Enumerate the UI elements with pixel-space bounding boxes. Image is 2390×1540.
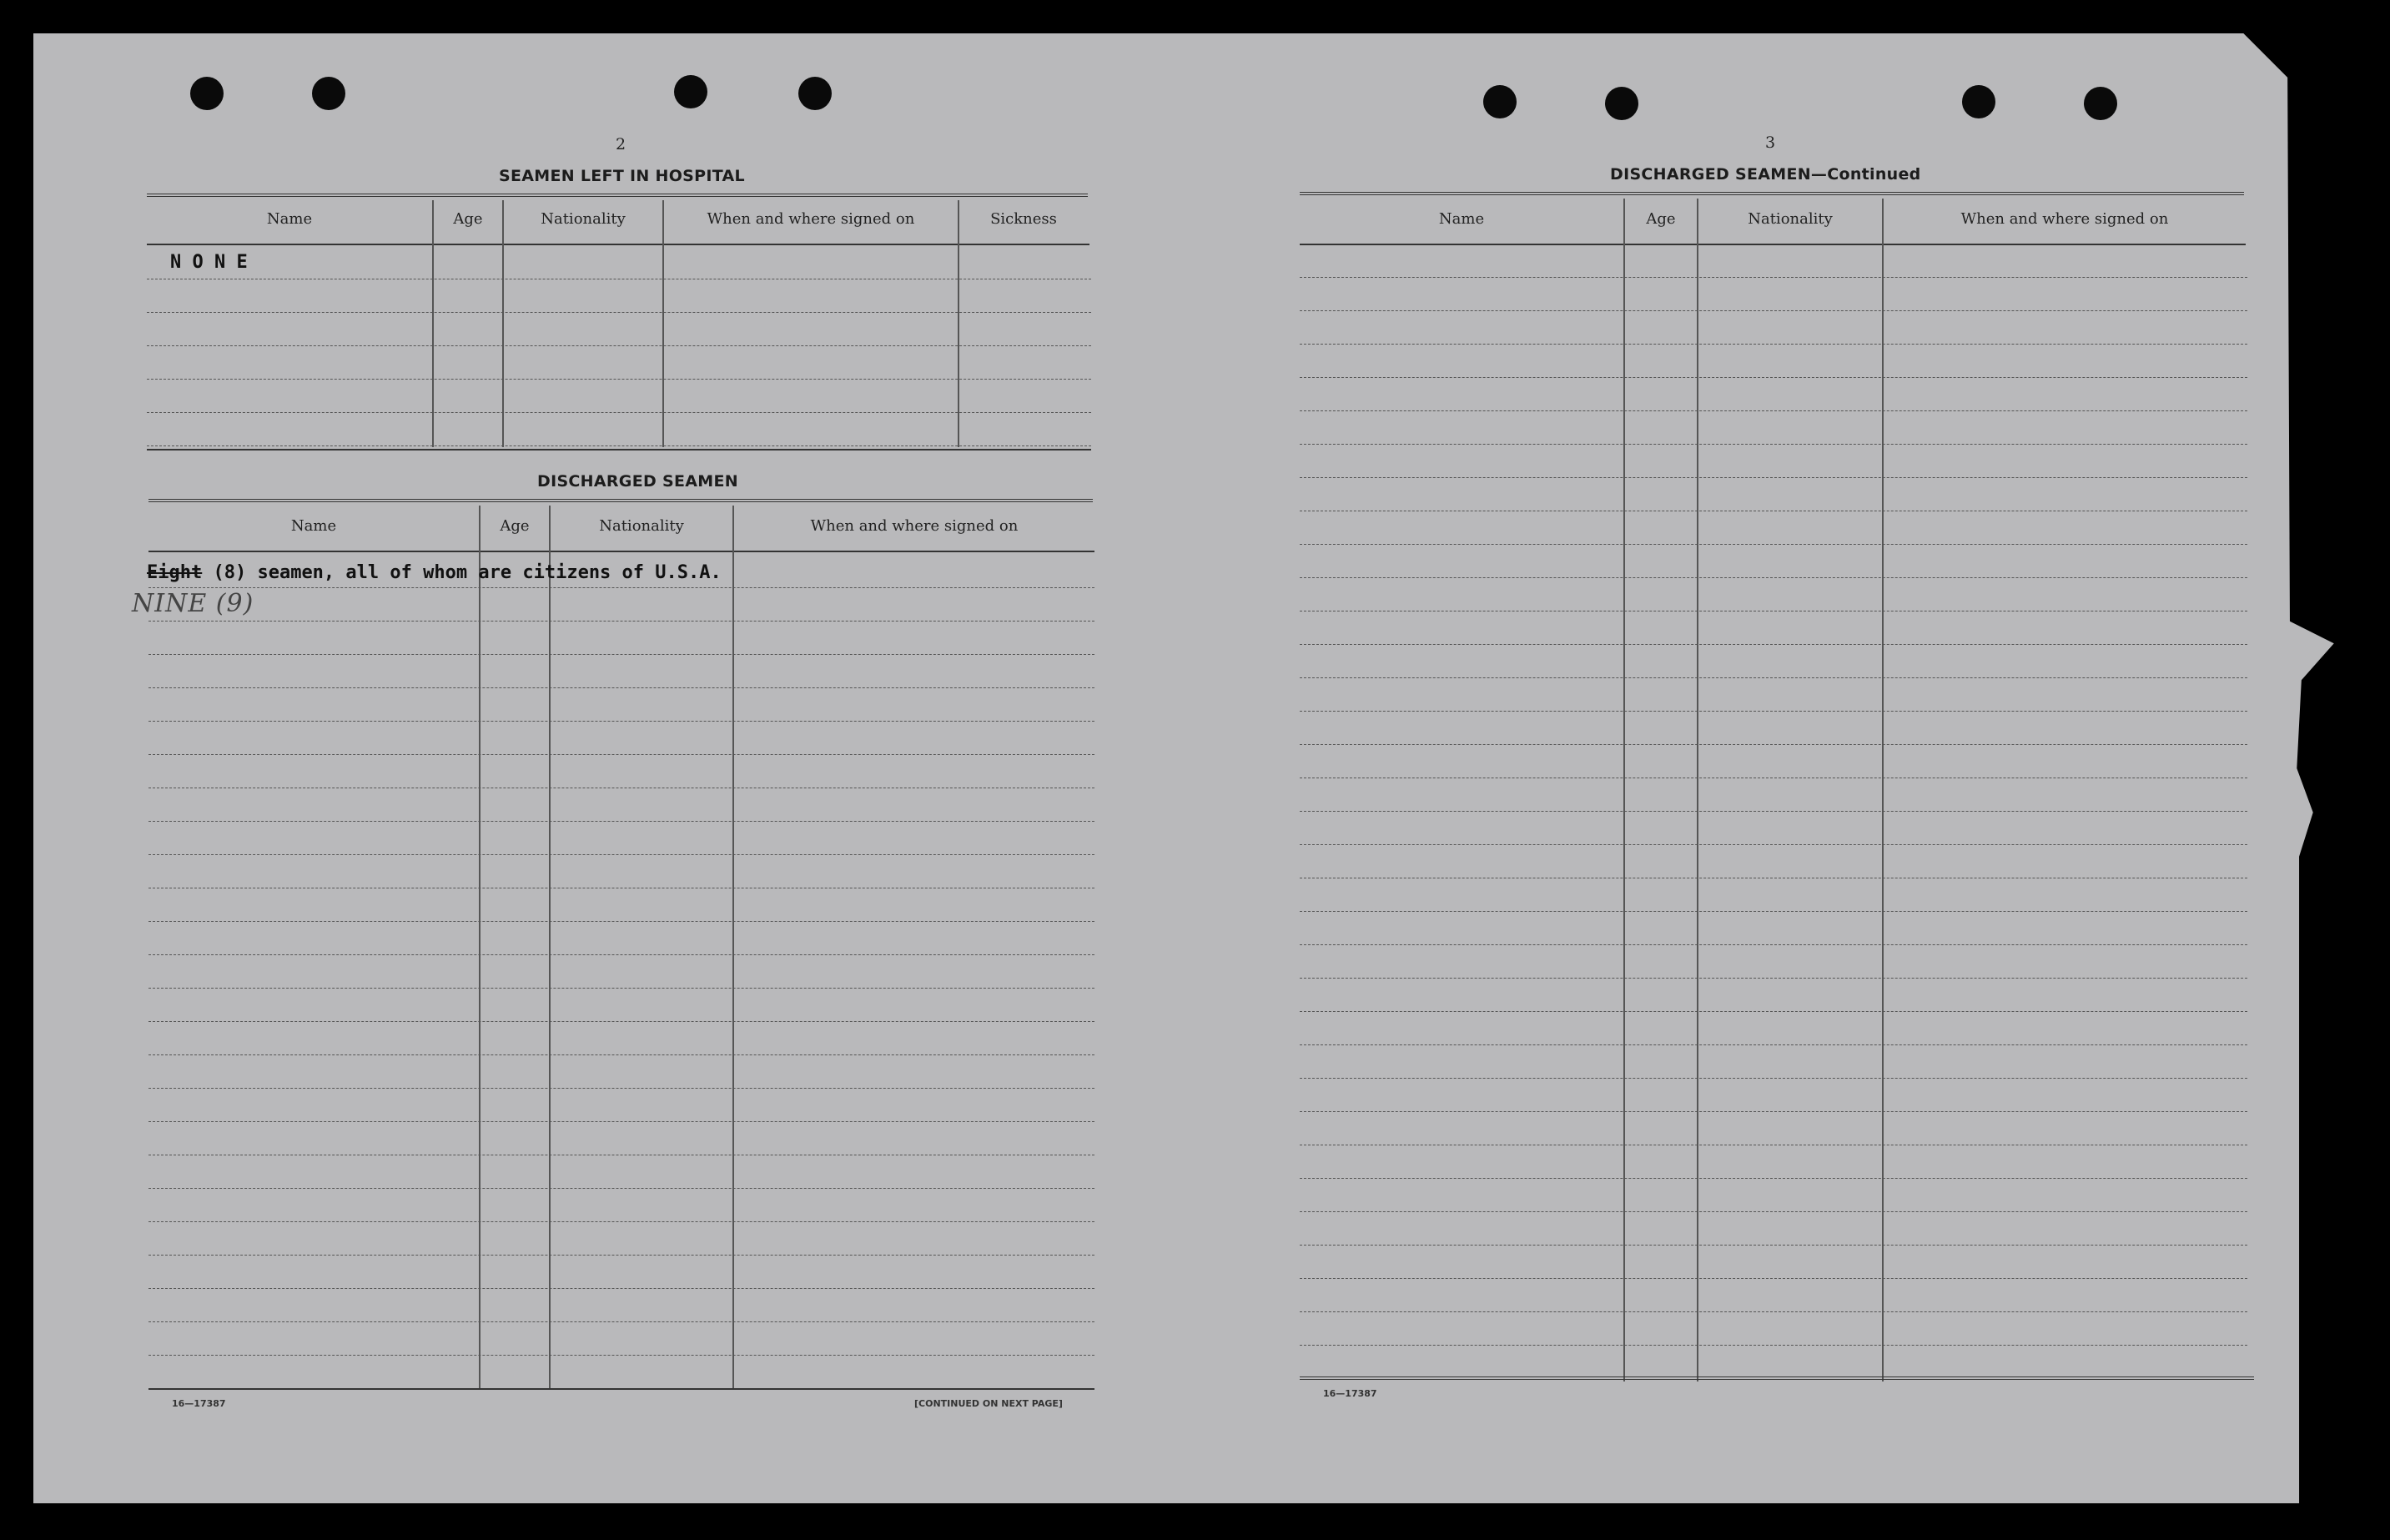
divider	[1300, 192, 2244, 195]
discharged-section-title: DISCHARGED SEAMEN	[537, 472, 738, 491]
hospital-section-title: SEAMEN LEFT IN HOSPITAL	[499, 167, 745, 185]
entry-line	[148, 854, 1094, 855]
page-number: 2	[616, 135, 626, 153]
entry-line	[148, 1321, 1094, 1322]
punch-hole	[312, 77, 345, 110]
entry-line	[148, 988, 1094, 989]
entry-line	[148, 821, 1094, 822]
entry-line	[1300, 744, 2247, 745]
column-divider	[1882, 199, 1884, 1381]
entry-line	[147, 379, 1091, 380]
entry-line	[148, 1021, 1094, 1022]
form-number: 16—17387	[1323, 1388, 1377, 1399]
column-divider	[432, 200, 434, 447]
entry-line	[148, 1355, 1094, 1356]
entry-line	[1300, 811, 2247, 812]
entry-line	[148, 1088, 1094, 1089]
entry-line	[147, 345, 1091, 346]
header-rule	[1300, 244, 2246, 245]
entry-line	[1300, 1111, 2247, 1112]
column-divider	[958, 200, 959, 447]
entry-line	[1300, 677, 2247, 678]
entry-line	[1300, 1278, 2247, 1279]
column-header-nationality: Nationality	[599, 517, 684, 535]
entry-line	[1300, 844, 2247, 845]
column-header-signed-on: When and where signed on	[1960, 210, 2169, 228]
entry-line	[148, 954, 1094, 955]
entry-line	[148, 721, 1094, 722]
entry-line	[148, 621, 1094, 622]
entry-line	[1300, 711, 2247, 712]
column-header-age: Age	[453, 210, 483, 228]
column-header-signed-on: When and where signed on	[707, 210, 915, 228]
entry-line	[148, 1054, 1094, 1055]
entry-line	[1300, 344, 2247, 345]
entry-line	[1300, 911, 2247, 912]
divider	[148, 499, 1093, 502]
entry-line	[148, 754, 1094, 755]
entry-line	[1300, 1245, 2247, 1246]
hospital-entry: N O N E	[170, 252, 248, 273]
entry-line	[1300, 1211, 2247, 1212]
divider	[147, 194, 1088, 197]
entry-line	[1300, 277, 2247, 278]
entry-text: (8) seamen, all of whom are citizens of U.S.A.	[202, 562, 722, 583]
punch-hole	[1962, 85, 1995, 118]
column-divider	[479, 506, 481, 1390]
entry-line	[148, 1255, 1094, 1256]
entry-line	[1300, 944, 2247, 945]
column-divider	[1697, 199, 1698, 1381]
column-header-signed-on: When and where signed on	[810, 517, 1019, 535]
column-header-nationality: Nationality	[541, 210, 626, 228]
entry-line	[1300, 544, 2247, 545]
punch-hole	[1483, 85, 1517, 118]
punch-hole	[798, 77, 832, 110]
entry-line	[1300, 410, 2247, 411]
entry-line	[1300, 1044, 2247, 1045]
entry-line	[1300, 1178, 2247, 1179]
discharged-entry	[147, 562, 722, 583]
punch-hole	[2084, 87, 2117, 120]
entry-line	[148, 921, 1094, 922]
entry-line	[147, 312, 1091, 313]
column-header-age: Age	[1646, 210, 1676, 228]
column-divider	[1623, 199, 1625, 1381]
divider	[1300, 1376, 2254, 1380]
entry-line	[147, 412, 1091, 413]
punch-hole	[674, 75, 707, 108]
struck-word: Eight	[147, 562, 203, 583]
entry-line	[1300, 1345, 2247, 1346]
entry-line	[148, 1188, 1094, 1189]
entry-line	[148, 1221, 1094, 1222]
entry-line	[148, 1288, 1094, 1289]
continued-note: [CONTINUED ON NEXT PAGE]	[914, 1398, 1063, 1409]
column-divider	[502, 200, 504, 447]
entry-line	[1300, 310, 2247, 311]
page-number: 3	[1765, 133, 1776, 152]
entry-line	[1300, 577, 2247, 578]
discharged-continued-title: DISCHARGED SEAMEN—Continued	[1610, 165, 1921, 184]
entry-line	[148, 1121, 1094, 1122]
entry-line	[148, 587, 1094, 588]
entry-line	[1300, 444, 2247, 445]
entry-line	[1300, 477, 2247, 478]
entry-line	[148, 687, 1094, 688]
entry-line	[1300, 377, 2247, 378]
header-rule	[148, 551, 1094, 552]
punch-hole	[1605, 87, 1638, 120]
entry-line	[1300, 1078, 2247, 1079]
column-header-age: Age	[500, 517, 530, 535]
form-number: 16—17387	[172, 1398, 226, 1409]
entry-line	[1300, 1311, 2247, 1312]
column-header-name: Name	[290, 517, 337, 535]
column-header-name: Name	[266, 210, 313, 228]
column-header-nationality: Nationality	[1748, 210, 1833, 228]
handwritten-correction: NINE (9)	[132, 589, 254, 618]
entry-line	[1300, 978, 2247, 979]
divider	[148, 1388, 1094, 1390]
entry-line	[148, 654, 1094, 655]
column-divider	[662, 200, 664, 447]
header-rule	[147, 244, 1089, 245]
entry-line	[1300, 1011, 2247, 1012]
column-header-name: Name	[1438, 210, 1485, 228]
entry-line	[147, 445, 1091, 446]
punch-hole	[190, 77, 224, 110]
divider	[147, 449, 1091, 450]
column-header-sickness: Sickness	[990, 210, 1057, 228]
column-divider	[549, 506, 551, 1390]
entry-line	[1300, 644, 2247, 645]
document-sheet	[33, 33, 2352, 1503]
column-divider	[732, 506, 734, 1390]
